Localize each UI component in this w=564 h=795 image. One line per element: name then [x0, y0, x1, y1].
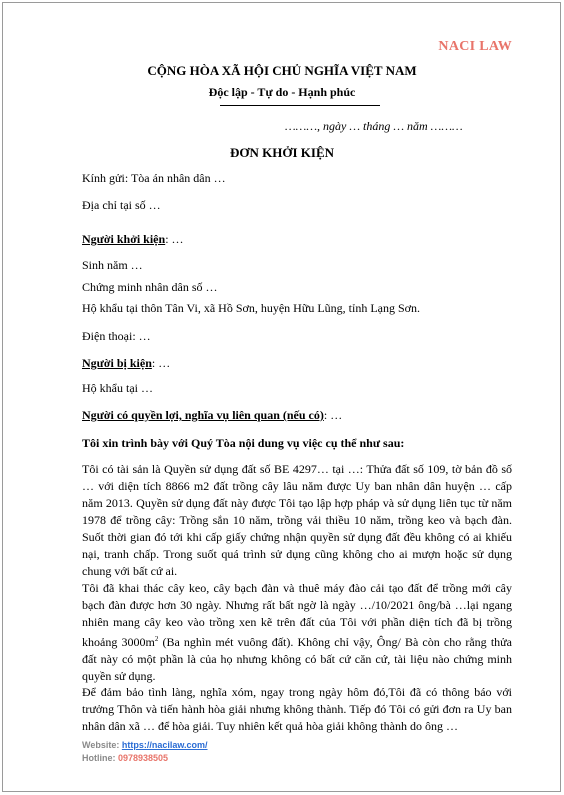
motto-underline — [220, 105, 380, 106]
defendant-line — [82, 356, 170, 371]
phone-line: Điện thoại: … — [82, 329, 151, 343]
related-party-line — [82, 408, 342, 423]
recipient-line: Kính gửi: Tòa án nhân dân … — [82, 171, 226, 185]
national-motto: Độc lập - Tự do - Hạnh phúc — [208, 85, 356, 99]
related-party-value: : … — [323, 408, 343, 422]
footer-hotline — [82, 753, 168, 763]
related-party-label: Người có quyền lợi, nghĩa vụ liên quan (nếu có) — [82, 408, 324, 422]
defendant-label: Người bị kiện — [82, 356, 152, 370]
defendant-value: : … — [151, 356, 171, 370]
birth-year-line: Sinh năm … — [82, 258, 143, 272]
paragraph-3: Để đảm bảo tình làng, nghĩa xóm, ngay trong ngày hôm đó,Tôi đã có thông báo với trưởng Thôn và tiến hành hòa giải nhưng không thành. Tiếp đó Tôi có gửi đơn ra Uy ban nhân dân xã … để hòa giải. Tuy nhiên kết quả hòa giải không thành do ông … — [82, 685, 512, 733]
plaintiff-label: Người khởi kiện — [82, 232, 166, 246]
website-label: Website: — [82, 740, 122, 750]
court-address-line: Địa chỉ tại số … — [82, 198, 161, 212]
household-line: Hộ khẩu tại thôn Tân Vi, xã Hồ Sơn, huyện Hữu Lũng, tỉnh Lạng Sơn. — [82, 301, 421, 315]
paragraph-1: Tôi có tài sản là Quyền sử dụng đất số BE 4297… tại …: Thửa đất số 109, tờ bản đồ số … với diện tích 8866 m2 đất trồng cây lâu năm được Uy ban nhân dân huyện … cấp năm 2013. Quyền sử dụng đất này được Tôi tạo lập hợp pháp và sử dụng liên tục từ năm 1978 để trồng cây: Trồng sắn 10 năm, trồng vải thiều 10 năm, trồng keo và bạch đàn. Suốt thời gian đó tới khi cấp giấy chứng nhận quyền sử dụng đất đều không có ai khiếu nại, tranh chấp. Trong suốt quá trình sử dụng cũng không cho ai mượn hoặc sử dụng chung với bất cứ ai. — [82, 462, 512, 578]
website-link[interactable]: https://nacilaw.com/ — [121, 740, 208, 750]
date-line: ………, ngày … tháng … năm ……… — [285, 119, 463, 133]
id-card-line: Chứng minh nhân dân số … — [82, 280, 218, 294]
national-title: CỘNG HÒA XÃ HỘI CHỦ NGHĨA VIỆT NAM — [147, 63, 417, 78]
hotline-label: Hotline: — [82, 753, 118, 763]
paragraph-2: Tôi đã khai thác cây keo, cây bạch đàn và thuê máy đào cải tạo đất để trồng mới cây bạch đàn được hơn 30 ngày. Nhưng rất bất ngờ là ngày …/10/2021 ông/bà …lại ngang nhiên mang cây keo vào trồng xen kẽ trên đất của Tôi với phần diện tích đã bị trồng khoảng $3000m^2$ (Ba nghìn mét vuông đất). Không chỉ vậy, Ông/ Bà còn cho rằng thửa đất này có một phần là của họ nhưng không có bất cứ căn cứ, tài liệu nào chứng minh quyền sử dụng. — [82, 581, 512, 683]
plaintiff-line — [82, 232, 184, 247]
statement-heading: Tôi xin trình bày với Quý Tòa nội dung vụ việc cụ thể như sau: — [82, 436, 405, 450]
defendant-household-line: Hộ khẩu tại … — [82, 381, 153, 395]
brand-logo-text: NACI LAW — [438, 39, 512, 54]
footer-website — [82, 740, 208, 750]
document-title: ĐƠN KHỞI KIỆN — [229, 145, 334, 160]
hotline-number[interactable]: 0978938505 — [118, 753, 169, 763]
plaintiff-value: : … — [165, 232, 184, 246]
